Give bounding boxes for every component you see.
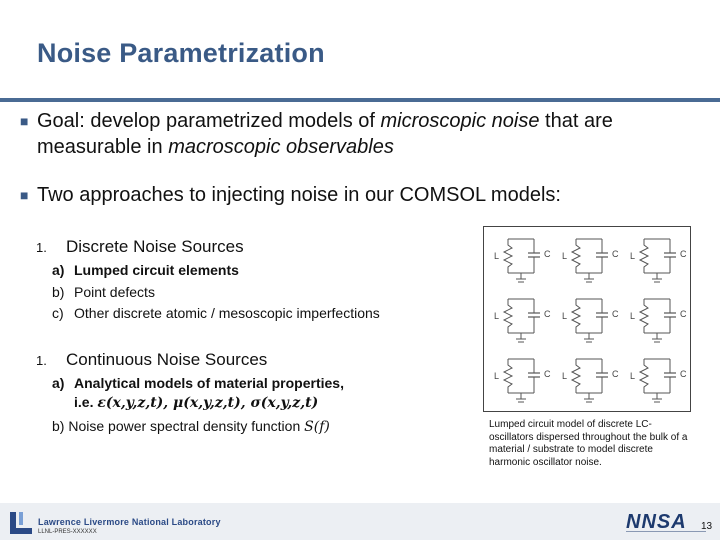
inductor-symbol xyxy=(504,299,512,333)
inductor-label: L xyxy=(562,371,568,381)
approaches-text: Two approaches to injecting noise in our COMSOL models: xyxy=(37,184,561,206)
approaches-bullet xyxy=(20,182,700,210)
discrete-label: Discrete Noise Sources xyxy=(66,237,244,256)
inductor-symbol xyxy=(504,359,512,393)
inductor-label: L xyxy=(630,251,636,261)
material-property-formula: ε(x,y,z,t), μ(x,y,z,t), σ(x,y,z,t) xyxy=(97,395,319,411)
list-item-text: Other discrete atomic / mesoscopic imperfections xyxy=(74,305,380,321)
discrete-heading xyxy=(36,237,244,257)
discrete-number: 1. xyxy=(36,240,47,255)
inductor-label: L xyxy=(562,311,568,321)
discrete-item-a xyxy=(52,262,239,278)
discrete-item-c xyxy=(52,305,380,321)
inductor-symbol xyxy=(640,359,648,393)
lab-name: Lawrence Livermore National Laboratory xyxy=(38,517,221,527)
capacitor-label: C xyxy=(612,309,619,319)
document-code: LLNL-PRES-XXXXXX xyxy=(38,529,97,535)
capacitor-label: C xyxy=(680,249,687,259)
list-letter: c) xyxy=(52,305,64,321)
inductor-symbol xyxy=(572,239,580,273)
list-letter: b) xyxy=(52,418,65,434)
inductor-label: L xyxy=(630,311,636,321)
goal-emphasis-macroscopic: macroscopic observables xyxy=(168,136,394,158)
spectral-density-formula: S(f) xyxy=(304,419,330,435)
list-item-text: i.e. xyxy=(74,394,98,410)
square-bullet-icon: ■ xyxy=(20,187,29,203)
goal-text-part: that are xyxy=(539,110,613,132)
nnsa-logo-underline xyxy=(626,531,706,536)
inductor-label: L xyxy=(630,371,636,381)
figure-caption: Lumped circuit model of discrete LC-oscillators dispersed throughout the bulk of a material / substrate to model discrete harmonic oscillator noise. xyxy=(489,419,688,468)
page-number: 13 xyxy=(701,521,713,532)
inductor-symbol xyxy=(572,299,580,333)
square-bullet-icon: ■ xyxy=(20,113,29,129)
goal-text xyxy=(37,108,697,160)
capacitor-label: C xyxy=(544,309,551,319)
continuous-number: 1. xyxy=(36,353,47,368)
discrete-item-b xyxy=(52,284,155,300)
capacitor-label: C xyxy=(544,249,551,259)
list-letter: a) xyxy=(52,262,65,278)
list-letter: a) xyxy=(52,375,65,391)
goal-emphasis-microscopic: microscopic noise xyxy=(380,110,540,132)
goal-text-part: Goal: develop parametrized models of xyxy=(37,110,381,132)
lc-circuit-diagram xyxy=(484,227,690,411)
list-letter: b) xyxy=(52,284,65,300)
nnsa-logo: NNSA xyxy=(626,511,687,533)
list-item-text: Lumped circuit elements xyxy=(74,262,239,278)
inductor-label: L xyxy=(494,371,500,381)
list-item-text: Point defects xyxy=(74,284,155,300)
capacitor-label: C xyxy=(680,369,687,379)
inductor-symbol xyxy=(640,239,648,273)
inductor-symbol xyxy=(572,359,580,393)
list-item-text: Noise power spectral density function xyxy=(68,418,305,434)
continuous-item-b xyxy=(52,418,330,435)
inductor-label: L xyxy=(562,251,568,261)
llnl-logo-icon xyxy=(10,512,34,539)
capacitor-label: C xyxy=(544,369,551,379)
inductor-symbol xyxy=(640,299,648,333)
list-item-text: Analytical models of material properties, xyxy=(74,375,344,391)
goal-text-part: measurable in xyxy=(37,136,169,158)
lc-circuit-figure xyxy=(483,226,691,412)
continuous-label: Continuous Noise Sources xyxy=(66,350,268,369)
inductor-label: L xyxy=(494,251,500,261)
inductor-symbol xyxy=(504,239,512,273)
capacitor-label: C xyxy=(680,309,687,319)
slide-title: Noise Parametrization xyxy=(37,38,325,68)
goal-bullet xyxy=(20,108,700,164)
title-divider xyxy=(0,98,720,102)
capacitor-label: C xyxy=(612,249,619,259)
continuous-heading xyxy=(36,350,267,370)
capacitor-label: C xyxy=(612,369,619,379)
continuous-item-a xyxy=(52,375,344,391)
inductor-label: L xyxy=(494,311,500,321)
continuous-item-a-line2 xyxy=(74,394,318,411)
